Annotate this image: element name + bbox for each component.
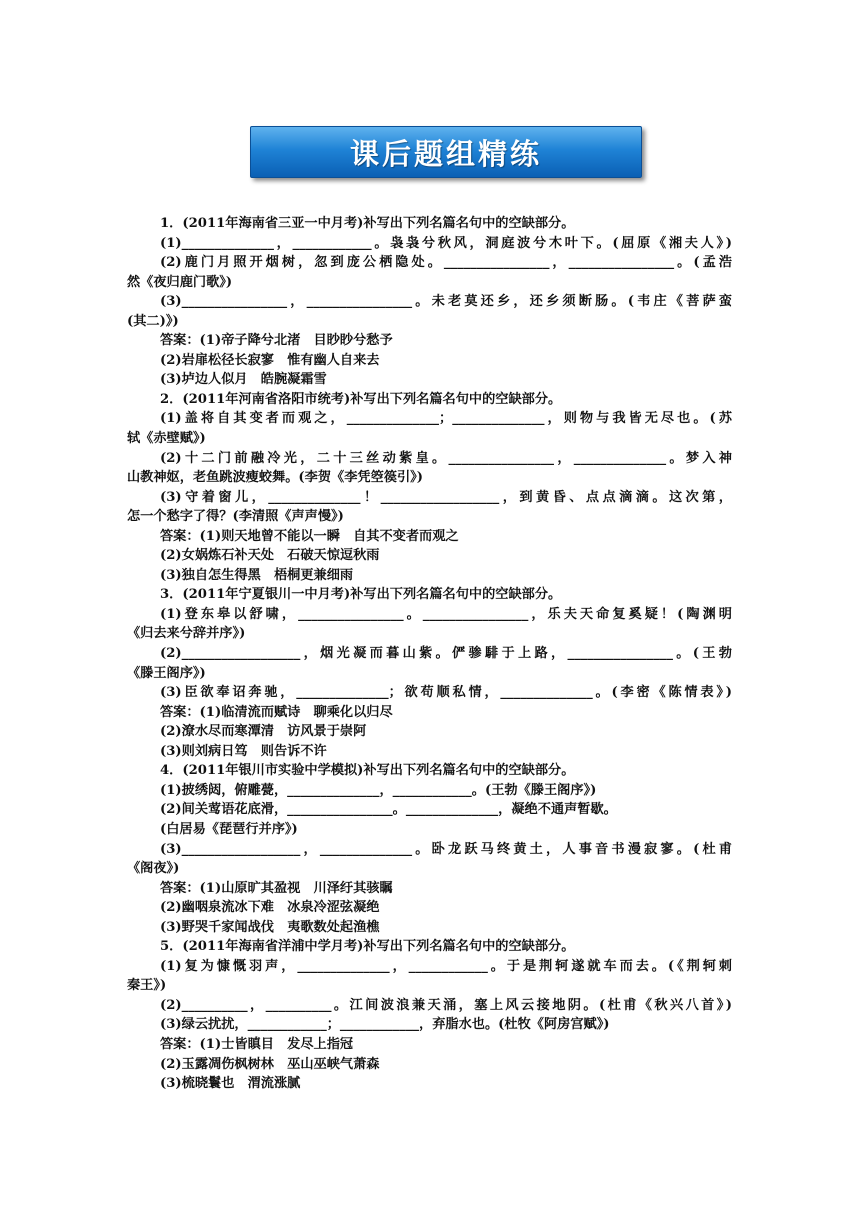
text-line: (3)则刘病日笃 则告诉不许 (160, 743, 327, 759)
text-line: 《阁夜》) (127, 861, 180, 877)
text-line: 3．(2011年宁夏银川一中月考)补写出下列名篇名句中的空缺部分。 (160, 587, 562, 603)
text-line: 《滕王阁序》) (127, 665, 206, 681)
exercise-text (127, 214, 732, 1094)
text-line: 答案：(1)山原旷其盈视 川泽纡其骇瞩 (160, 880, 393, 896)
text-line: 1．(2011年海南省三亚一中月考)补写出下列名篇名句中的空缺部分。 (160, 216, 575, 231)
text-line: 2．(2011年河南省洛阳市统考)补写出下列名篇名句中的空缺部分。 (160, 391, 562, 407)
text-line: (3)梳晓鬟也 渭流涨腻 (160, 1076, 301, 1092)
text-line: (2)女娲炼石补天处 石破天惊逗秋雨 (160, 548, 380, 564)
text-line: (3)________________，________________。未老莫还乡，还乡须断肠。(韦庄《菩萨蛮 (160, 294, 732, 310)
text-line: (2)十二门前融冷光，二十三丝动紫皇。________________，______________。梦入神 (160, 450, 732, 466)
text-line: (3)独自怎生得黑 梧桐更兼细雨 (160, 567, 354, 583)
text-line: 答案：(1)士皆瞋目 发尽上指冠 (160, 1036, 354, 1052)
text-line: (1)披绣闼，俯雕甍，______________，____________。(王勃《滕王阁序》) (160, 782, 597, 798)
text-line: (3)垆边人似月 皓腕凝霜雪 (160, 372, 327, 388)
text-line: (3)守着窗儿，______________！__________________，到黄昏、点点滴滴。这次第， (160, 489, 732, 505)
text-line: (3)臣欲奉诏奔驰，______________；欲苟顺私情，______________。(李密《陈情表》) (160, 685, 732, 701)
text-line: (2)玉露凋伤枫树林 巫山巫峡气萧森 (160, 1056, 380, 1072)
text-line: (2)岩扉松径长寂寥 惟有幽人自来去 (160, 352, 380, 368)
text-line: (2)鹿门月照开烟树，忽到庞公栖隐处。________________，________________。(孟浩 (160, 255, 732, 271)
text-line: 山教神妪，老鱼跳波瘦蛟舞。(李贺《李凭箜篌引》) (127, 470, 424, 486)
text-line: (1)______________，____________。袅袅兮秋风，洞庭波兮木叶下。(屈原《湘夫人》) (160, 235, 732, 251)
text-line: (1)复为慷慨羽声，______________，____________。于是荆轲遂就车而去。(《荆轲刺 (160, 958, 732, 974)
text-line: (1)登东皋以舒啸，________________。________________，乐夫天命复奚疑！(陶渊明 (160, 606, 732, 622)
text-line: (3)野哭千家闻战伐 夷歌数处起渔樵 (160, 919, 380, 935)
text-line: (其二)》) (127, 313, 179, 329)
text-line: (白居易《琵琶行并序》) (160, 821, 298, 837)
text-line: 5．(2011年海南省洋浦中学月考)补写出下列名篇名句中的空缺部分。 (160, 939, 575, 955)
text-line: (2)__________，__________。江间波浪兼天涌，塞上风云接地阴。(杜甫《秋兴八首》) (160, 997, 732, 1013)
text-line: (2)__________________，烟光凝而暮山紫。俨骖騑于上路，________________。(王勃 (160, 646, 732, 662)
text-line: (1)盖将自其变者而观之，______________；______________，则物与我皆无尽也。(苏 (160, 411, 732, 427)
text-line: 《归去来兮辞并序》) (127, 626, 246, 642)
banner-title: 课后题组精练 (349, 136, 542, 171)
text-line: 4．(2011年银川市实验中学模拟)补写出下列名篇名句中的空缺部分。 (160, 763, 575, 779)
text-line: (3)__________________，______________。卧龙跃马终黄土，人事音书漫寂寥。(杜甫 (160, 841, 732, 857)
text-line: (2)潦水尽而寒潭清 访风景于崇阿 (160, 724, 367, 740)
text-line: 答案：(1)临清流而赋诗 聊乘化以归尽 (160, 704, 393, 720)
text-line: 然《夜归鹿门歌》) (127, 274, 233, 290)
section-banner (250, 126, 642, 178)
text-line: 答案：(1)则天地曾不能以一瞬 自其不变者而观之 (160, 528, 459, 544)
text-line: (2)幽咽泉流冰下难 冰泉冷涩弦凝绝 (160, 900, 380, 916)
text-line: 轼《赤壁赋》) (127, 431, 206, 447)
text-line: 怎一个愁字了得？(李清照《声声慢》) (127, 509, 344, 525)
text-line: 答案：(1)帝子降兮北渚 目眇眇兮愁予 (160, 333, 393, 349)
text-line: (2)间关莺语花底滑，________________。______________，凝绝不通声暂歇。 (160, 802, 617, 818)
text-line: 秦王》) (127, 978, 167, 994)
text-line: (3)绿云扰扰，____________；____________，弃脂水也。(杜牧《阿房宫赋》) (160, 1017, 610, 1033)
